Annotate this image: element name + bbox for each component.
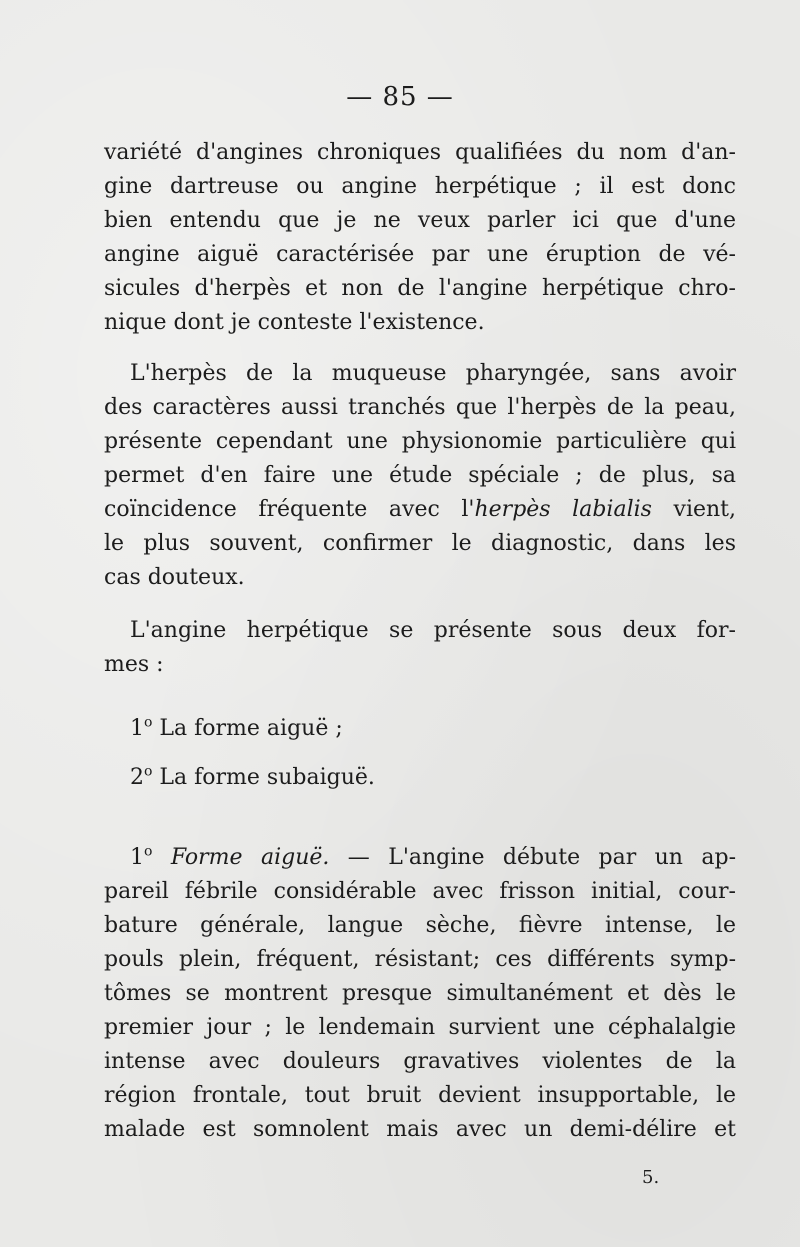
text-line: bature générale, langue sèche, fièvre intense, le bbox=[104, 913, 736, 938]
list-number: 2 bbox=[130, 765, 144, 790]
list-text: La forme subaiguë. bbox=[152, 765, 375, 790]
text-line: premier jour ; le lendemain survient une céphalalgie bbox=[104, 1015, 736, 1040]
text-line: malade est somnolent mais avec un demi-délire et bbox=[104, 1117, 736, 1142]
text-line: nique dont je conteste l'existence. bbox=[104, 310, 485, 335]
paragraph-4 bbox=[104, 841, 736, 1147]
text-line: gine dartreuse ou angine herpétique ; il est donc bbox=[104, 174, 736, 199]
paragraph-1 bbox=[104, 136, 736, 340]
text-run: — L'angine débute par un ap- bbox=[329, 845, 736, 870]
italic-term: herpès labialis bbox=[474, 497, 652, 522]
text-line: mes : bbox=[104, 652, 164, 677]
list-item bbox=[130, 712, 343, 746]
text-line: des caractères aussi tranchés que l'herpès de la peau, bbox=[104, 395, 736, 420]
list-text: La forme aiguë ; bbox=[152, 716, 343, 741]
text-line: permet d'en faire une étude spéciale ; de plus, sa bbox=[104, 463, 736, 488]
text-line: angine aiguë caractérisée par une éruption de vé- bbox=[104, 242, 736, 267]
list-item bbox=[130, 761, 375, 795]
text-line: L'herpès de la muqueuse pharyngée, sans avoir bbox=[130, 361, 736, 386]
text-line: le plus souvent, confirmer le diagnostic, dans les bbox=[104, 531, 736, 556]
signature-mark: 5. bbox=[642, 1167, 660, 1188]
text-line: région frontale, tout bruit devient insupportable, le bbox=[104, 1083, 736, 1108]
text-line: pouls plein, fréquent, résistant; ces différents symp- bbox=[104, 947, 736, 972]
ordinal-suffix: o bbox=[144, 763, 153, 780]
text-run: coïncidence fréquente avec l' bbox=[104, 497, 475, 522]
section-number: 1 bbox=[130, 845, 144, 870]
ordinal-suffix: o bbox=[144, 714, 153, 731]
text-line: sicules d'herpès et non de l'angine herpétique chro- bbox=[104, 276, 736, 301]
section-heading: Forme aiguë. bbox=[152, 845, 330, 870]
paragraph-3 bbox=[104, 614, 736, 682]
text-line-with-heading bbox=[104, 841, 736, 875]
text-line: variété d'angines chroniques qualifiées du nom d'an- bbox=[104, 140, 736, 165]
text-line: présente cependant une physionomie particulière qui bbox=[104, 429, 736, 454]
ordinal-suffix: o bbox=[144, 843, 153, 860]
text-run: vient, bbox=[651, 497, 737, 522]
text-line: cas douteux. bbox=[104, 565, 245, 590]
text-line: bien entendu que je ne veux parler ici que d'une bbox=[104, 208, 736, 233]
page-number: — 85 — bbox=[346, 82, 454, 112]
text-line: tômes se montrent presque simultanément et dès le bbox=[104, 981, 736, 1006]
text-line: intense avec douleurs gravatives violentes de la bbox=[104, 1049, 736, 1074]
text-line-with-italic bbox=[104, 493, 736, 527]
text-line: L'angine herpétique se présente sous deux for- bbox=[130, 618, 736, 643]
list-number: 1 bbox=[130, 716, 144, 741]
paragraph-2 bbox=[104, 357, 736, 595]
text-line: pareil fébrile considérable avec frisson initial, cour- bbox=[104, 879, 736, 904]
